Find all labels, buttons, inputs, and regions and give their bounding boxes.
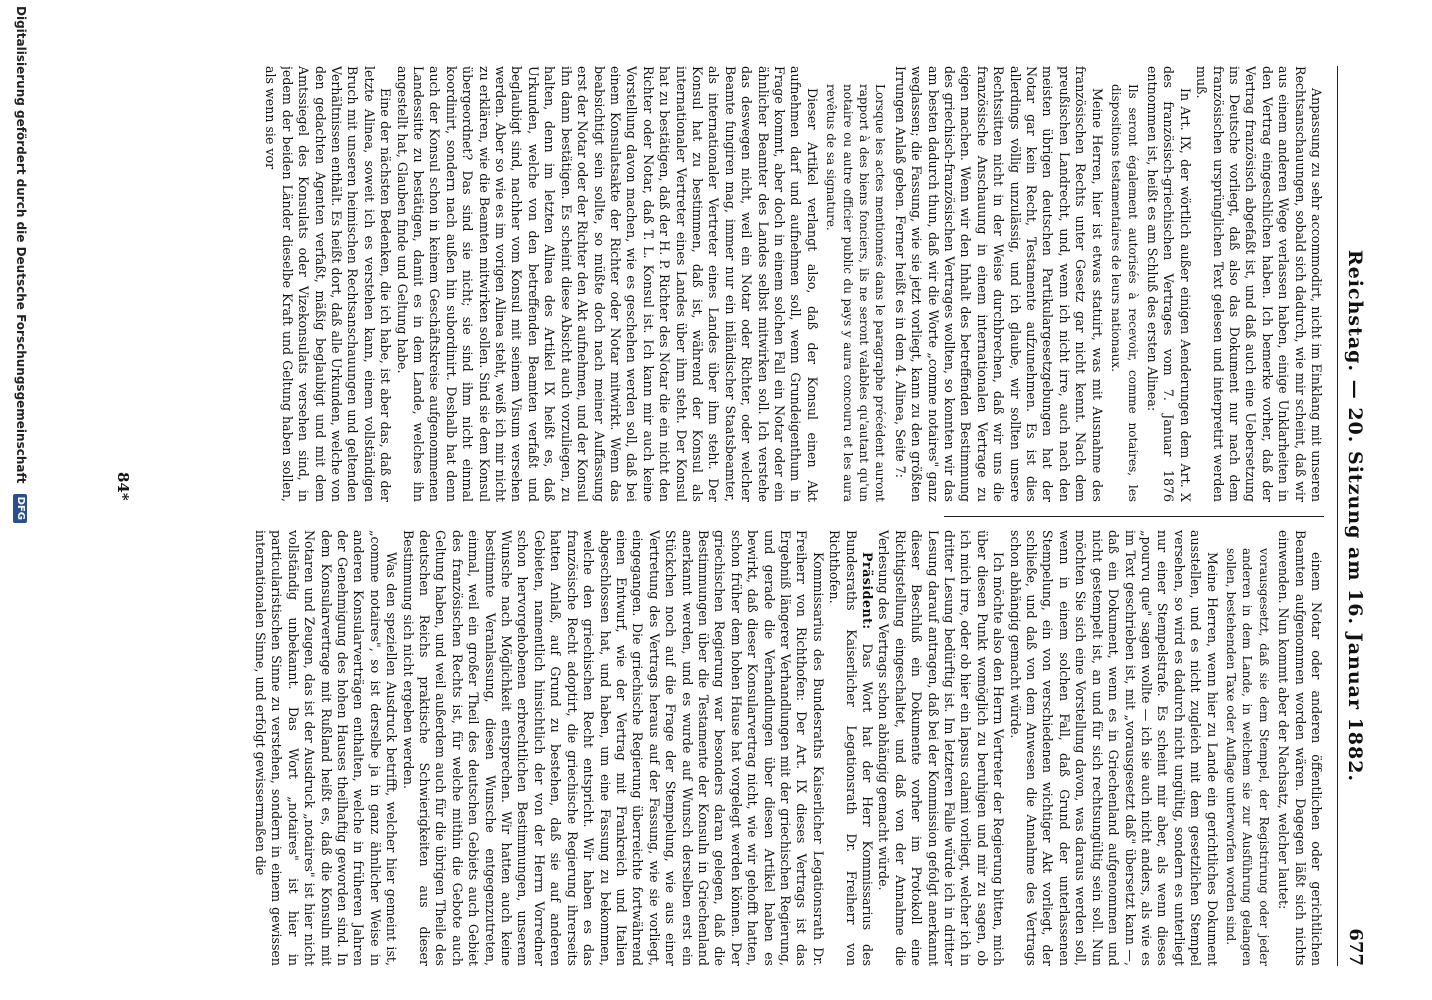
running-header bbox=[1337, 66, 1372, 966]
paragraph: Was den speziellen Ausdruck betrifft, welcher hier gemeint ist, „comme notaires", so ist derselbe ja in ganz ähnlicher Weise in anderen Konsularverträgen enthalten, welche in früheren Jahren der Genehmigung des hohen Hauses theilhaftig geworden sind. In dem Konsularvertrage mit Rußland heißt es, daß die Konsuln mit Notaren und Zeugen, das ist der Ausdruck „notaires" ist hier nicht vollständig unbekannt. Das Wort „notaires" ist hier in particularistischen Sinne zu verstehen, sondern in einem gewissen internationalen Sinne, und erfolgt gewissermaßen die bbox=[253, 530, 400, 966]
paragraph: Eine der nächsten Bedenken, die ich habe, ist aber das, daß der letzte Alinea, soweit ich es verstehen kann, einem vollständigen Bruch mit unseren heimischen Rechtsanschauungen und geltenden Verhältnissen enthält. Es heißt dort, daß alle Urkunden, welche von den gedachten Agenten verfaßt, mäßig beglaubigt und mit dem Amtssiegel des Konsulats oder Vizekonsulats versehen sind, in jedem der beiden Länder dieselbe Kraft und Geltung haben sollen, als wenn sie vor bbox=[263, 66, 394, 502]
digitization-footer bbox=[6, 0, 28, 1000]
paragraph: Dieser Artikel verlangt also, daß der Konsul einen Akt aufnehmen darf und aufnehmen soll, wenn Grundeigenthum in Frage kommt, aber doch in einem solchen Fall ein Notar oder ein ähnlicher Beamter des Landes selbst mitwirken soll. Ich verstehe das deswegen nicht, weil ein Notar oder Richter, oder welcher Beamte fungiren mag, immer nur ein inländischer Staatsbeamter, als internationaler Vertreter eines Landes über ihm steht. Der Konsul hat zu bestimmen, daß ist, während der Konsul als internationaler Vertreter eines Landes über ihm steht. Der Konsul hat zu bestätigen, daß der H. P. Richter des Notar die ein nicht den Richter oder Notar, daß T. L. Konsul ist. Ich kann mir auch keine Vorstellung davon machen, wie es geschehen werden soll, daß bei einem Konsulatsakte der Richter oder Notar mitwirkt. Wenn das beabsichtigt sein sollte, so müßte doch nach meiner Auffassung erst der Notar oder der Richter den Akt aufnehmen, und der Konsul ihn dann bestätigen. Es scheint diese Absicht auch vorzuliegen, zu halten, denn im letzten Alinea des Artikel IX heißt es, daß Urkunden, welche von den betreffenden Beamten verfaßt und beglaubigt sind, nachher vom Konsul mit seinem Visum versehen werden. Aber so wie es im vorigen Alinea steht, weiß ich mir nicht zu erklären, wie die Beamten mitwirken sollen. Sind sie dem Konsul übergeordnet? Das sind sie nicht; sie sind ihm nicht einmal koordinirt, sondern nach außen hin subordinirt. Deshalb hat denn auch der Konsul schon in keinem Geschäftskreise aufgenommenen Landessitte zu bestätigen, damit es in dem Lande, welches ihn angestellt hat, Glauben finde und Geltung habe. bbox=[394, 66, 820, 502]
paragraph: In Art. IX, der wörtlich außer einigen Aenderungen dem Art. X des französisch-griechischen Vertrages vom 7. Januar 1876 entnommen ist, heißt es am Schluß des ersten Alinea: bbox=[1144, 66, 1193, 502]
paragraph: Präsident: Das Wort hat der Herr Kommissarius des Bundesraths Kaiserlicher Legationsrath Dr. Freiherr von Richthofen. bbox=[827, 530, 876, 966]
right-column bbox=[174, 530, 1324, 966]
header-title: Reichstag. — 20. Sitzung am 16. Januar 1882. bbox=[1344, 249, 1366, 783]
quoted-treaty-text: Lorsque les actes mentionnés dans le paragraphe précédent auront rapport à des biens fonciers, ils ne seront valables qu'autant qu'un notaire ou autre officier public du pays y aura concouru et les aura revêtus de sa signature. bbox=[824, 84, 888, 502]
quoted-treaty-text: Ils seront également autorisés à recevoir, comme notaires, les dispositions testamentaires de leurs nationaux. bbox=[1109, 84, 1140, 502]
speaker-label: Präsident: bbox=[860, 552, 876, 630]
footer-text: Digitalisierung gefördert durch die Deutsche Forschungsgemeinschaft bbox=[14, 6, 28, 484]
column-divider bbox=[944, 516, 1324, 517]
left-column bbox=[174, 66, 1324, 502]
paragraph: Ich möchte also den Herrn Vertreter der Regierung bitten, mich über diesen Punkt womöglich zu beruhigen und mir zu sagen, ob ich mich irre, oder ob hier ein lapsus calami vorliegt, welcher ich in dritter Lesung bedürftig ist. Im letzteren Falle würde ich in dritter Lesung darauf antragen, daß bei der Kommission gefolgt anerkannt dieser Beschluß ein Dokumente vorher im Protokoll eine Richtigstellung eingeschaltet, und daß von der Annahme die Verlesung des Vertrags schon abhängig gemacht würde. bbox=[876, 530, 1007, 966]
paragraph: Kommissarius des Bundesraths Kaiserlicher Legationsrath Dr. Freiherr von Richthofen: Der Art. IX dieses Vertrags ist das Ergebniß längerer Verhandlungen mit der griechischen Regierung, und gerade die Verhandlungen über diesen Artikel haben es bewirkt, daß dieser Konsularvertrag nicht, wie wir gehofft hatten, schon früher dem hohen Hause hat vorgelegt werden können. Der griechischen Regierung war besonders daran gelegen, daß die Bestimmungen über die Testamente der Konsuln in Griechenland anerkannt werden, und es wurde auf Wunsch derselben erst ein Stückchen noch auf die Frage der Stempelung, wie aus einer Vertretung des Vertrags heraus auf der Fassung, wie sie vorliegt, eingegangen. Die griechische Regierung überreichte fortwährend einen Entwurf, wie der Vertrag mit Frankreich und Italien abgeschlossen hat, und haben, um eine Fassung zu bekommen, welche den griechischen Recht entspricht. Wir haben es das französische Recht adoptirt, die griechische Regierung ihrerseits hatten Anlaß, auf Grund zu bestehen, daß sie auf anderen Gebieten, namentlich hinsichtlich der von der Herrn Vorredner schon hervorgehobenen erbrechtlichen Bestimmungen, unserem Wunsche nach Möglichkeit entsprechen. Wir hatten auch keine bestimmte Veranlassung, diesen Wunsche entgegenzutreten, einmal, weil ein großer Theil des deutschen Gebiets auch Gebiet des französischen Rechts ist, für welche mithin die Gebote auch Geltung haben, und weil außerdem auch für die übrigen Theile des deutschen Reichs praktische Schwierigkeiten aus dieser Bestimmung sich nicht ergeben werden. bbox=[400, 530, 826, 966]
printer-signature: 84* bbox=[114, 472, 132, 501]
dfg-logo: DFG bbox=[14, 494, 28, 523]
paragraph: Meine Herren, wenn hier zu Lande ein gerichtliches Dokument ausstellen, und es nicht zugleich mit dem gesetzlichen Stempel versehen, so wird es dadurch nicht ungültig, sondern es unterliegt nur einer Stempelstrafe. Es scheint mir aber, als wenn dieses „pourvu que" sagen wollte — ich sie auch nicht anders, als wie es im Text geschrieben ist, mit „vorausgesetzt daß" übersetzt kann —, daß ein Dokument, wenn es in Griechenland aufgenommen und nicht gestempelt ist, an und für sich rechtsungültig sein soll. Nun möchten Sie sich eine Vorstellung davon, was daraus werden soll, wenn in einem solchen Fall, daß Grund der unterlassenen Stempelung, ein von verschiedenen wichtiger Akt vorliegt, der schließe, und daß von dem Anwesen die Annahme des Vertrags schon abhängig gemacht würde. bbox=[1007, 530, 1220, 966]
paragraph: Meine Herren, hier ist etwas statuirt, was mit Ausnahme des französischen Rechts unter Gesetz gar nicht kennt. Nach dem preußischen Landrecht, und, wenn ich nicht irre, auch nach den meisten übrigen deutschen Partikulargesetzgebungen hat der Notar gar kein Recht, Testamente aufzunehmen. Es ist dies allerdings völlig unzulässig, und ich glaube, wir sollten unsere Rechtssitten nicht in der Weise durchbrechen, daß wir uns die französische Anschauung in einem internationalen Vertrage zu eigen machen. Wenn wir den Inhalt des betreffenden Bestimmung des griechisch-französischen Vertrages wollten, so konnten wir das am besten dadurch thun, daß wir die Worte „comme notaires" ganz weglassen; die Fassung, wie sie jetzt vorliegt, kann zu den größten Irrungen Anlaß geben. Ferner heißt es in dem 4. Alinea, Seite 7: bbox=[892, 66, 1105, 502]
paragraph: einem Notar oder anderen öffentlichen oder gerichtlichen Beamten aufgenommen worden wären. Dagegen läßt sich nichts einwenden. Nun kommt aber der Nachsatz, welcher lautet: bbox=[1276, 530, 1324, 966]
page-number: 677 bbox=[1345, 928, 1366, 966]
paragraph: Anpassung zu sehr accommodirt, nicht im Einklang mit unseren Rechtsanschauungen, sobald sich dadurch, wie mir scheint, daß wir aus einem anderen Wege verlassen haben, einige Unklarheiten in den Vertrag eingeschlichen haben. Ich bemerke vorher, daß der Vertrag französisch abgefaßt ist, und daß auch eine Uebersetzung ins Deutsche vorliegt, daß also das Dokument nur nach dem französischen ursprünglichen Text gelesen und interpretirt werden muß. bbox=[1194, 66, 1324, 502]
quoted-treaty-text: vorausgesetzt, daß sie dem Stempel, der Registrirung oder jeder anderen in dem Lande, in welchem sie zur Ausführung gelangen sollen, bestehenden Taxe oder Auflage unterworfen worden sind. bbox=[1223, 548, 1271, 966]
